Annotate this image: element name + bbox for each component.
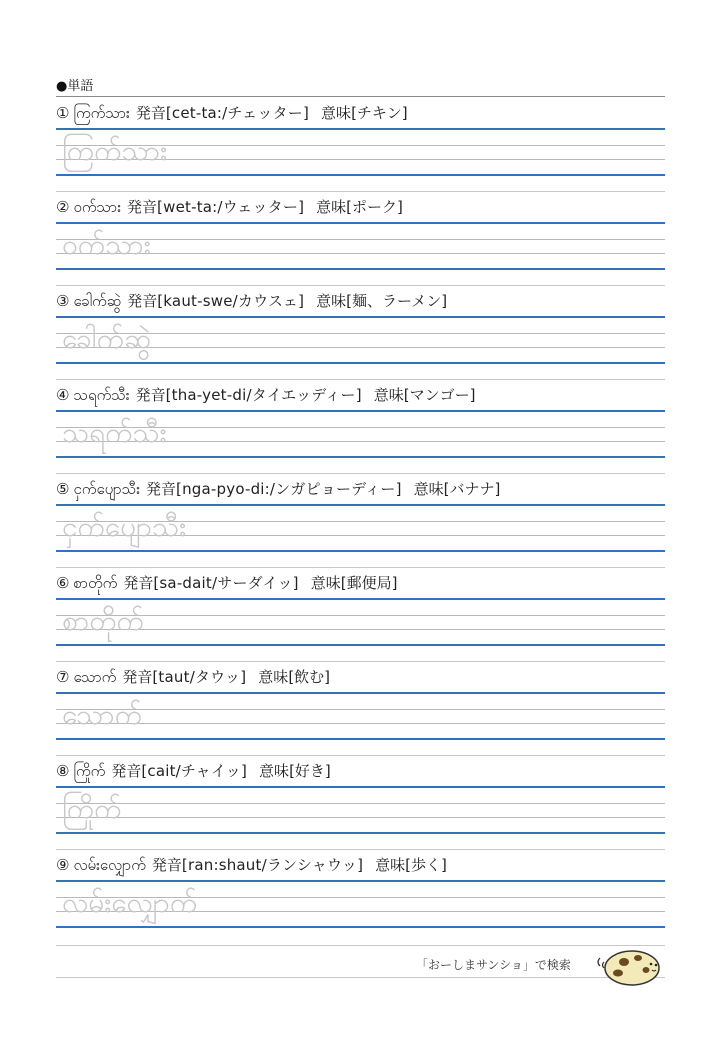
tracing-word: ခေါက်ဆွဲ (62, 322, 152, 355)
entry-heading (56, 662, 665, 692)
pronunciation-label: 発音 (135, 386, 166, 404)
burmese-word: ဝက်သား (73, 198, 122, 216)
footer-rule (56, 977, 665, 978)
burmese-word: ကြိုက် (73, 762, 106, 780)
writing-guide-line (56, 615, 665, 616)
pronunciation: [kaut-swe/カウスェ] (157, 292, 305, 310)
tracing-word: လမ်းလျှောက် (62, 886, 198, 919)
entry-heading (56, 286, 665, 316)
writing-line-top (56, 410, 665, 412)
entry-heading (56, 380, 665, 410)
pronunciation: [ran:shaut/ランシャウッ] (181, 856, 364, 874)
pronunciation: [wet-ta:/ウェッター] (157, 198, 305, 216)
burmese-word: ကြက်သား (73, 104, 130, 122)
tracing-word: သရက်သီး (62, 416, 167, 449)
meaning-label: 意味 (259, 762, 290, 780)
vocab-entry (56, 756, 665, 850)
burmese-word: သရက်သီး (73, 386, 130, 404)
entry-number: ⑦ (56, 668, 70, 686)
meaning: [麺、ラーメン] (346, 292, 448, 310)
footer-search-text: 「おーしまサンショ」で検索 (416, 958, 571, 972)
entry-number: ② (56, 198, 70, 216)
entry-heading (56, 474, 665, 504)
writing-line-bottom (56, 644, 665, 646)
pronunciation: [tha-yet-di/タイエッディー] (165, 386, 362, 404)
pronunciation-label: 発音 (111, 762, 142, 780)
vocab-entry (56, 474, 665, 568)
writing-line-bottom (56, 832, 665, 834)
meaning-label: 意味 (375, 856, 406, 874)
pronunciation-label: 発音 (123, 574, 154, 592)
footer-rule (56, 945, 665, 946)
writing-line-bottom (56, 550, 665, 552)
entry-heading (56, 850, 665, 880)
pronunciation: [sa-dait/サーダイッ] (153, 574, 299, 592)
writing-line-top (56, 222, 665, 224)
tracing-word: စာတိုက် (62, 604, 144, 637)
tracing-word: ငှက်ပျောသီး (62, 510, 187, 543)
meaning-label: 意味 (310, 574, 341, 592)
meaning-label: 意味 (321, 104, 352, 122)
writing-guide-line (56, 629, 665, 630)
entry-number: ④ (56, 386, 70, 404)
writing-line-bottom (56, 174, 665, 176)
section-title: ●単語 (56, 78, 665, 97)
writing-line-top (56, 692, 665, 694)
vocab-entry (56, 662, 665, 756)
writing-line-top (56, 880, 665, 882)
entry-heading (56, 568, 665, 598)
writing-guide-line (56, 709, 665, 710)
burmese-word: သောက် (73, 668, 117, 686)
mascot-turtle-icon (594, 942, 664, 988)
writing-line-top (56, 316, 665, 318)
entry-number: ⑥ (56, 574, 70, 592)
writing-guide-line (56, 803, 665, 804)
entry-heading (56, 192, 665, 222)
vocab-entry (56, 98, 665, 192)
writing-line-top (56, 786, 665, 788)
tracing-word: ဝက်သား (62, 228, 151, 261)
entry-heading (56, 98, 665, 128)
writing-line-top (56, 504, 665, 506)
writing-line-bottom (56, 362, 665, 364)
meaning: [好き] (289, 762, 331, 780)
meaning-label: 意味 (316, 292, 347, 310)
writing-line-bottom (56, 738, 665, 740)
entry-heading (56, 756, 665, 786)
pronunciation-label: 発音 (127, 198, 158, 216)
meaning-label: 意味 (316, 198, 347, 216)
meaning-label: 意味 (413, 480, 444, 498)
writing-line-bottom (56, 926, 665, 928)
meaning: [郵便局] (340, 574, 398, 592)
writing-guide-line (56, 817, 665, 818)
meaning: [マンゴー] (403, 386, 476, 404)
writing-guide-line (56, 723, 665, 724)
burmese-word: ငှက်ပျောသီး (73, 480, 141, 498)
writing-line-top (56, 598, 665, 600)
meaning-label: 意味 (258, 668, 289, 686)
meaning: [バナナ] (443, 480, 501, 498)
meaning: [歩く] (405, 856, 447, 874)
tracing-word: ကြိုက် (62, 792, 122, 825)
vocab-entry (56, 568, 665, 662)
meaning: [飲む] (288, 668, 331, 686)
entry-number: ⑤ (56, 480, 70, 498)
entry-number: ⑨ (56, 856, 70, 874)
writing-line-bottom (56, 456, 665, 458)
vocab-entry (56, 192, 665, 286)
vocab-entry (56, 380, 665, 474)
pronunciation-label: 発音 (127, 292, 158, 310)
pronunciation-label: 発音 (151, 856, 182, 874)
meaning: [ポーク] (346, 198, 403, 216)
pronunciation: [cait/チャイッ] (141, 762, 248, 780)
vocab-entry (56, 286, 665, 380)
tracing-word: ကြက်သား (62, 134, 168, 167)
entry-number: ⑧ (56, 762, 70, 780)
writing-line-bottom (56, 268, 665, 270)
writing-line-top (56, 128, 665, 130)
pronunciation: [taut/タウッ] (152, 668, 247, 686)
tracing-word: သောက် (62, 698, 143, 731)
vocabulary-sheet (56, 78, 665, 919)
meaning: [チキン] (351, 104, 408, 122)
vocab-entry (56, 850, 665, 944)
burmese-word: လမ်းလျှောက် (73, 856, 146, 874)
pronunciation-label: 発音 (135, 104, 166, 122)
pronunciation: [nga-pyo-di:/ンガピョーディー] (176, 480, 402, 498)
pronunciation: [cet-ta:/チェッター] (165, 104, 310, 122)
entry-number: ③ (56, 292, 70, 310)
burmese-word: ခေါက်ဆွဲ (73, 292, 122, 310)
burmese-word: စာတိုက် (73, 574, 118, 592)
pronunciation-label: 発音 (122, 668, 153, 686)
pronunciation-label: 発音 (146, 480, 177, 498)
meaning-label: 意味 (373, 386, 404, 404)
entry-number: ① (56, 104, 70, 122)
